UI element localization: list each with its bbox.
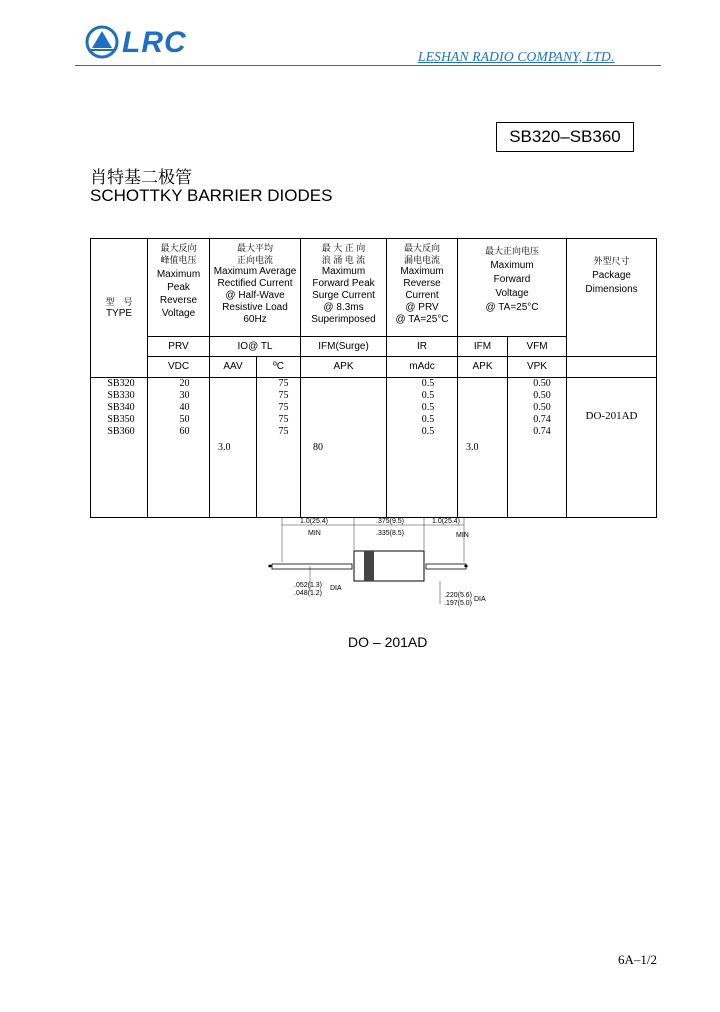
table-cell: 0.5: [421, 378, 435, 389]
dim-body-dia-min: .197(5.0): [444, 600, 473, 607]
dim-body-length-min: .335(8.5): [376, 530, 405, 537]
dim-lead-length-right: 1.0(25.4): [432, 518, 461, 525]
page-number: 6A–1/2: [618, 952, 657, 967]
unit-io-a: AAV: [210, 357, 257, 378]
dim-body-length-max: .375(9.5): [376, 518, 405, 525]
package-caption: DO – 201AD: [348, 634, 428, 650]
ifm-value-cell: 80: [301, 378, 387, 518]
table-cell: 0.50: [533, 378, 551, 389]
vf-col: [508, 378, 567, 518]
dim-body-dia-label: DIA: [474, 596, 486, 603]
tl-col: [257, 378, 301, 518]
unit-ir: mAdc: [387, 357, 458, 378]
part-range-box: SB320–SB360: [496, 122, 634, 152]
table-cell: 0.74: [533, 414, 551, 425]
table-cell: 20: [179, 378, 190, 389]
dim-min-right: MIN: [456, 532, 469, 539]
data-row: [91, 378, 657, 518]
table-cell: 40: [179, 402, 190, 413]
table-cell: 50: [179, 414, 190, 425]
symbol-ifm2: IFM: [458, 337, 508, 357]
package-value-cell: DO-201AD: [567, 378, 657, 518]
table-cell: 75: [278, 426, 289, 437]
prv-header: 最大反向 峰值电压 Maximum Peak Reverse Voltage: [148, 239, 210, 337]
type-header: 型 号 TYPE: [91, 239, 148, 378]
table-cell: 0.5: [421, 390, 435, 401]
dim-min-left: MIN: [308, 530, 321, 537]
table-cell: 30: [179, 390, 190, 401]
dim-lead-length-left: 1.0(25.4): [300, 518, 329, 525]
symbol-prv: PRV: [148, 337, 210, 357]
unit-vfm: VPK: [508, 357, 567, 378]
io-value-cell: 3.0: [210, 378, 257, 518]
package-header: 外型尺寸 Package Dimensions: [567, 239, 657, 357]
io-header: 最大平均 正向电流 Maximum Average Rectified Current @ Half-Wave Resistive Load 60Hz: [210, 239, 301, 337]
table-cell: 0.50: [533, 402, 551, 413]
prv-col: [148, 378, 210, 518]
table-cell: 0.5: [421, 402, 435, 413]
table-cell: SB360: [107, 426, 135, 437]
unit-prv: VDC: [148, 357, 210, 378]
ifm-header: 最 大 正 向 浪 涌 电 流 Maximum Forward Peak Surge Current @ 8.3ms Superimposed: [301, 239, 387, 337]
dim-lead-dia-min: .048(1.2): [294, 590, 323, 597]
table-cell: SB340: [107, 402, 135, 413]
table-cell: 0.5: [421, 414, 435, 425]
symbol-ifm: IFM(Surge): [301, 337, 387, 357]
table-cell: 75: [278, 390, 289, 401]
table-cell: 75: [278, 378, 289, 389]
type-col: [91, 378, 148, 518]
title-english: SCHOTTKY BARRIER DIODES: [90, 186, 333, 205]
table-cell: 75: [278, 402, 289, 413]
table-cell: 0.5: [421, 426, 435, 437]
ir-header: 最大反向 漏电电流 Maximum Reverse Current @ PRV @ TA=25°C: [387, 239, 458, 337]
dim-lead-dia-max: .052(1.3): [294, 582, 323, 589]
ifm2-value-cell: 3.0: [458, 378, 508, 518]
table-cell: 75: [278, 414, 289, 425]
unit-pkg-empty: [567, 357, 657, 378]
unit-io-c: ºC: [257, 357, 301, 378]
table-cell: 0.50: [533, 390, 551, 401]
table-cell: 60: [179, 426, 190, 437]
unit-row: [91, 357, 657, 378]
header-row: [91, 239, 657, 337]
table-cell: SB320: [107, 378, 135, 389]
logo-text: LRC: [122, 26, 187, 59]
unit-ifm2: APK: [458, 357, 508, 378]
symbol-io: IO@ TL: [210, 337, 301, 357]
table-cell: 0.74: [533, 426, 551, 437]
table-cell: SB350: [107, 414, 135, 425]
package-outline-diagram: [260, 510, 490, 610]
dim-lead-dia-label: DIA: [330, 585, 342, 592]
table-cell: SB330: [107, 390, 135, 401]
title-chinese: 肖特基二极管: [90, 168, 192, 187]
header-divider: [75, 65, 661, 66]
spec-table: [90, 238, 657, 518]
dim-body-dia-max: .220(5.6): [444, 592, 473, 599]
symbol-ir: IR: [387, 337, 458, 357]
symbol-vfm: VFM: [508, 337, 567, 357]
unit-ifm: APK: [301, 357, 387, 378]
company-name: LESHAN RADIO COMPANY, LTD.: [418, 49, 615, 64]
ir-col: [387, 378, 458, 518]
vf-header: 最大正向电压 Maximum Forward Voltage @ TA=25°C: [458, 239, 567, 337]
